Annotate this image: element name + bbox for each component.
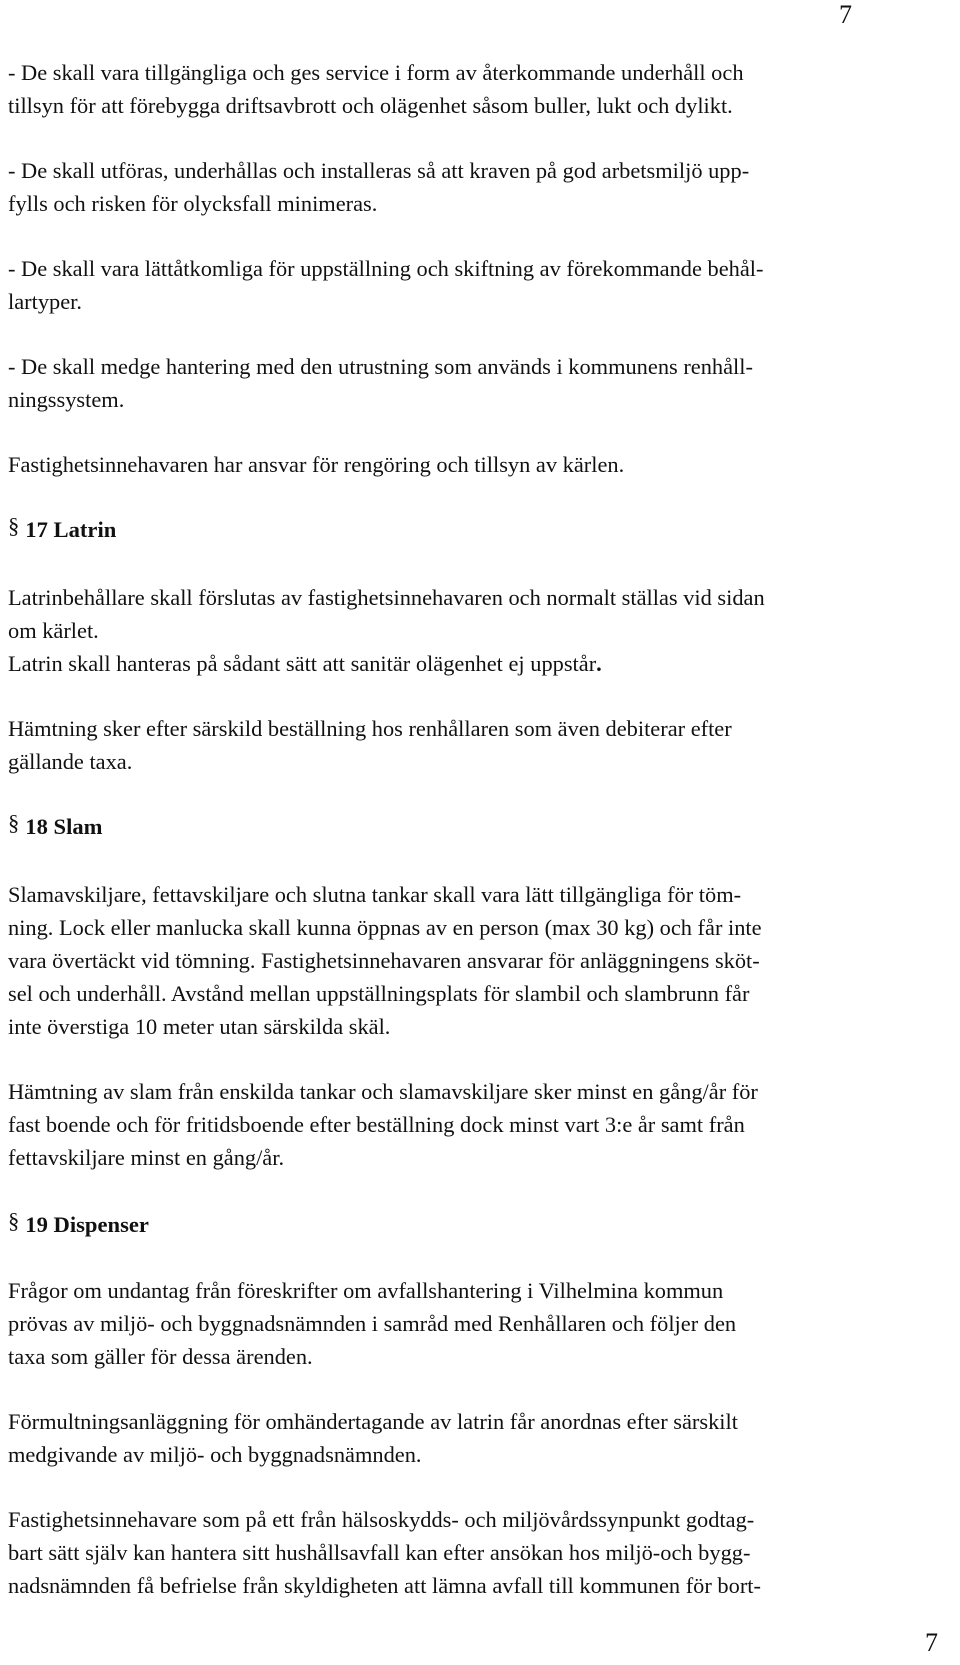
text-line: Hämtning av slam från enskilda tankar och slamavskiljare sker minst en gång/år för: [8, 1079, 758, 1104]
text-line: Latrinbehållare skall förslutas av fastighetsinnehavaren och normalt ställas vid sidan: [8, 585, 765, 610]
section-sign-icon: §: [8, 810, 20, 835]
section-heading-18: [8, 812, 950, 842]
bullet-accessibility: [8, 252, 950, 318]
dispenser-paragraph-2: [8, 1405, 950, 1471]
text-line: Fastighetsinnehavare som på ett från hälsoskydds- och miljövårdssynpunkt godtag-: [8, 1507, 755, 1532]
text-line: ningssystem.: [8, 387, 125, 412]
section-title: 18 Slam: [25, 814, 103, 839]
slam-paragraph-2: [8, 1075, 950, 1174]
text-line: Hämtning sker efter särskild beställning hos renhållaren som även debiterar efter: [8, 716, 732, 741]
section-heading-17: [8, 515, 950, 545]
page-number-top: 7: [839, 0, 852, 29]
section-heading-19: [8, 1210, 950, 1240]
text-line: - De skall utföras, underhållas och installeras så att kraven på god arbetsmiljö upp-: [8, 158, 750, 183]
bullet-handling: [8, 350, 950, 416]
section-title: 17 Latrin: [25, 517, 117, 542]
text-line: ning. Lock eller manlucka skall kunna öppnas av en person (max 30 kg) och får inte: [8, 915, 762, 940]
text-line: fylls och risken för olycksfall minimeras.: [8, 191, 378, 216]
text-line: Latrin skall hanteras på sådant sätt att sanitär olägenhet ej uppstår.: [8, 651, 602, 676]
owner-responsibility-paragraph: [8, 448, 950, 481]
dispenser-paragraph-1: [8, 1274, 950, 1373]
latrin-paragraph-2: [8, 712, 950, 778]
text-line: Förmultningsanläggning för omhändertagande av latrin får anordnas efter särskilt: [8, 1409, 738, 1434]
text-line: Frågor om undantag från föreskrifter om avfallshantering i Vilhelmina kommun: [8, 1278, 724, 1303]
bullet-availability: [8, 56, 950, 122]
text-line: - De skall medge hantering med den utrustning som används i kommunens renhåll-: [8, 354, 753, 379]
text-line: gällande taxa.: [8, 749, 133, 774]
latrin-paragraph-1: [8, 581, 950, 680]
section-title: 19 Dispenser: [25, 1212, 149, 1237]
section-sign-icon: §: [8, 513, 20, 538]
text-line: sel och underhåll. Avstånd mellan uppställningsplats för slambil och slambrunn får: [8, 981, 750, 1006]
text-line: - De skall vara lättåtkomliga för uppställning och skiftning av förekommande behål-: [8, 256, 764, 281]
text-line: fast boende och för fritidsboende efter beställning dock minst vart 3:e år samt från: [8, 1112, 745, 1137]
text-line: Slamavskiljare, fettavskiljare och slutna tankar skall vara lätt tillgängliga för töm-: [8, 882, 742, 907]
slam-paragraph-1: [8, 878, 950, 1043]
document-body: [8, 56, 950, 1602]
text-line: bart sätt själv kan hantera sitt hushållsavfall kan efter ansökan hos miljö-och bygg-: [8, 1540, 751, 1565]
section-sign-icon: §: [8, 1208, 20, 1233]
text-line: - De skall vara tillgängliga och ges service i form av återkommande underhåll och: [8, 60, 744, 85]
text-line: medgivande av miljö- och byggnadsnämnden.: [8, 1442, 422, 1467]
text-line: nadsnämnden få befrielse från skyldigheten att lämna avfall till kommunen för bort-: [8, 1573, 761, 1598]
text-line: om kärlet.: [8, 618, 99, 643]
text-line: Fastighetsinnehavaren har ansvar för rengöring och tillsyn av kärlen.: [8, 452, 625, 477]
text-line: inte överstiga 10 meter utan särskilda skäl.: [8, 1014, 391, 1039]
text-line: fettavskiljare minst en gång/år.: [8, 1145, 285, 1170]
text-line: vara övertäckt vid tömning. Fastighetsinnehavaren ansvarar för anläggningens sköt-: [8, 948, 760, 973]
page-number-bottom: 7: [925, 1628, 938, 1657]
bullet-work-environment: [8, 154, 950, 220]
text-line: lartyper.: [8, 289, 82, 314]
text-line: tillsyn för att förebygga driftsavbrott och olägenhet såsom buller, lukt och dylikt.: [8, 93, 733, 118]
text-line: prövas av miljö- och byggnadsnämnden i samråd med Renhållaren och följer den: [8, 1311, 737, 1336]
dispenser-paragraph-3: [8, 1503, 950, 1602]
text-line: taxa som gäller för dessa ärenden.: [8, 1344, 313, 1369]
